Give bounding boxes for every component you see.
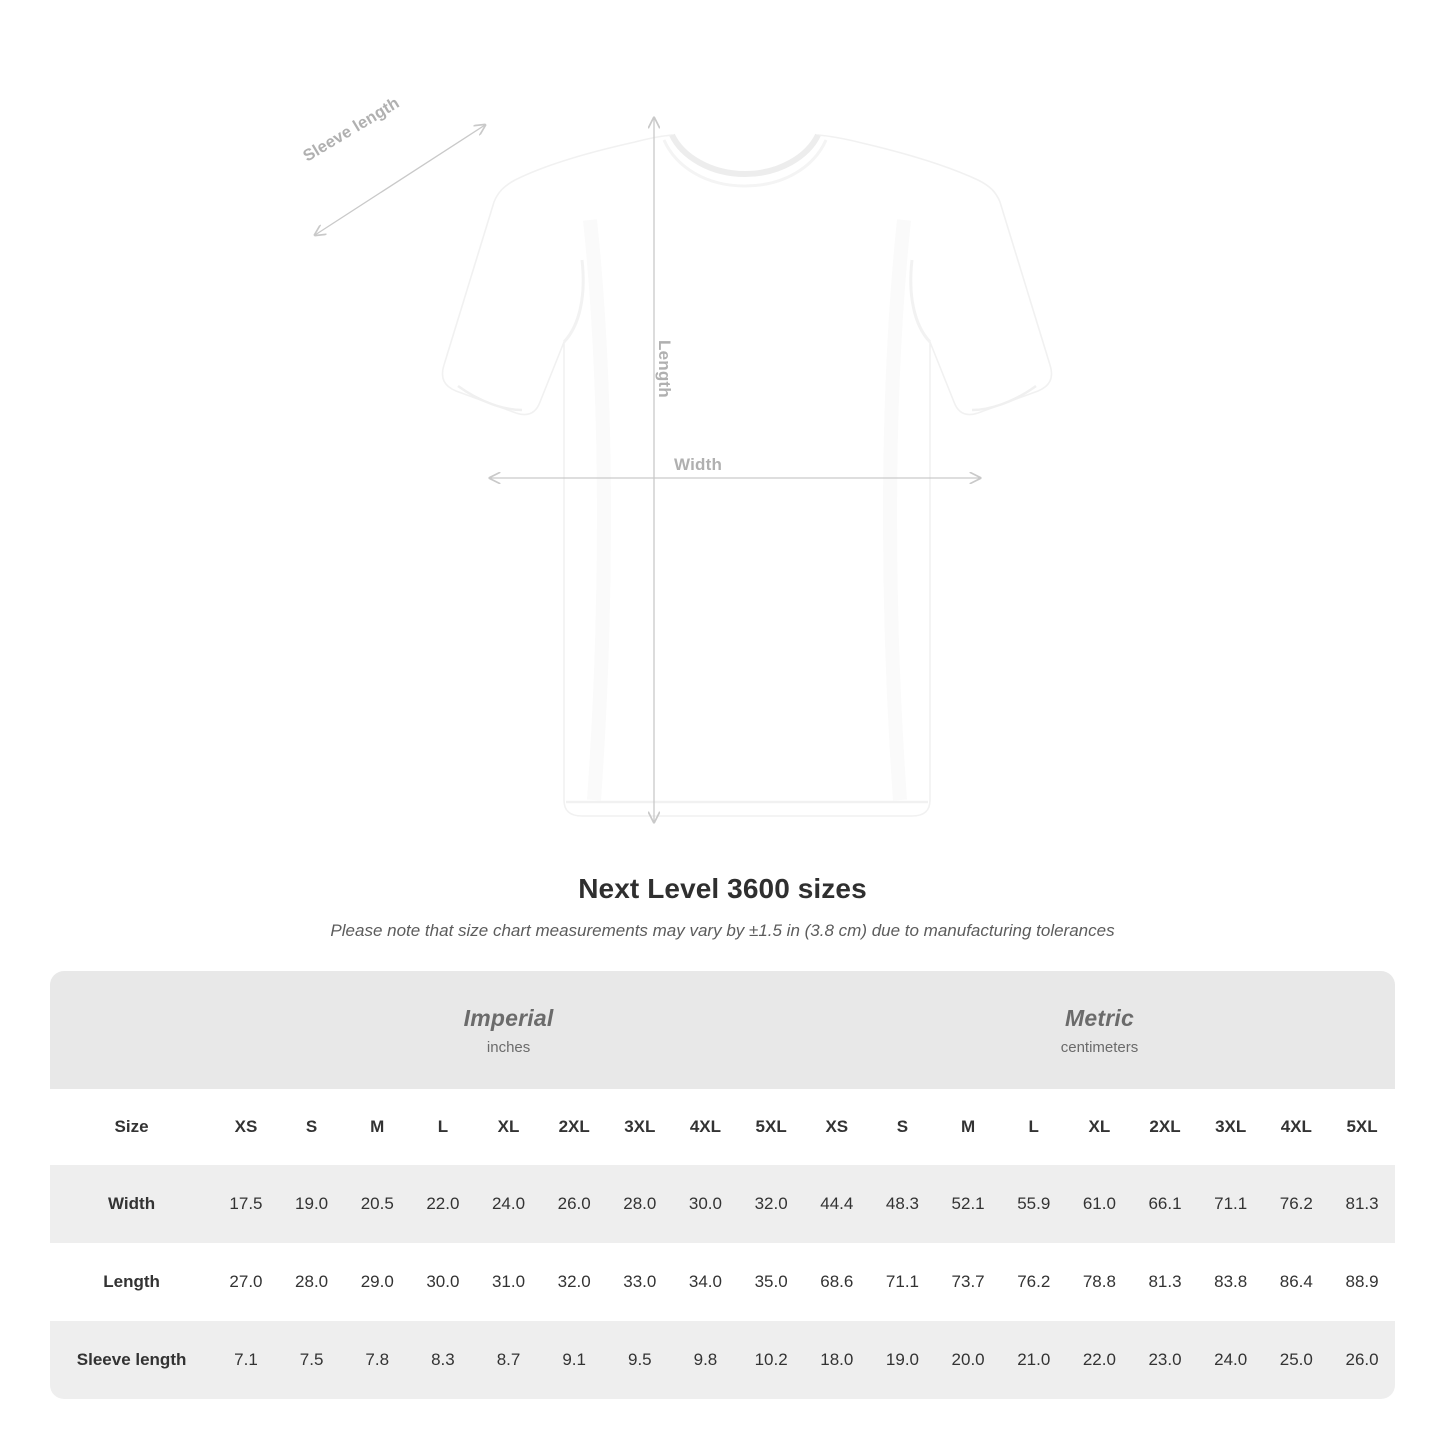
cell-length-0: 27.0	[213, 1243, 279, 1321]
cell-width-3: 22.0	[410, 1165, 476, 1243]
size-header-5xl-metric: 5XL	[1329, 1089, 1395, 1165]
size-header-4xl-imperial: 4XL	[673, 1089, 739, 1165]
cell-sleeve-13: 22.0	[1067, 1321, 1133, 1399]
size-header-row	[50, 1089, 1395, 1165]
size-header-s-imperial: S	[279, 1089, 345, 1165]
size-header-l-imperial: L	[410, 1089, 476, 1165]
metric-sublabel: centimeters	[1060, 1038, 1139, 1056]
size-header-l-metric: L	[1001, 1089, 1067, 1165]
cell-width-9: 44.4	[804, 1165, 870, 1243]
sleeve-length-label: Sleeve length	[300, 93, 403, 166]
cell-width-6: 28.0	[607, 1165, 673, 1243]
unit-spacer	[50, 971, 213, 1089]
cell-length-17: 88.9	[1329, 1243, 1395, 1321]
cell-width-0: 17.5	[213, 1165, 279, 1243]
cell-length-9: 68.6	[804, 1243, 870, 1321]
cell-sleeve-4: 8.7	[476, 1321, 542, 1399]
cell-sleeve-11: 20.0	[935, 1321, 1001, 1399]
imperial-group-header	[213, 971, 804, 1089]
cell-width-5: 26.0	[541, 1165, 607, 1243]
cell-sleeve-12: 21.0	[1001, 1321, 1067, 1399]
size-header-xs-metric: XS	[804, 1089, 870, 1165]
cell-sleeve-14: 23.0	[1132, 1321, 1198, 1399]
cell-width-2: 20.5	[344, 1165, 410, 1243]
title-block	[0, 873, 1445, 941]
row-label-sleeve-length: Sleeve length	[50, 1321, 213, 1399]
cell-sleeve-17: 26.0	[1329, 1321, 1395, 1399]
cell-sleeve-3: 8.3	[410, 1321, 476, 1399]
length-label: Length	[655, 340, 674, 398]
cell-length-16: 86.4	[1263, 1243, 1329, 1321]
cell-sleeve-7: 9.8	[673, 1321, 739, 1399]
size-header-xl-metric: XL	[1067, 1089, 1133, 1165]
cell-length-1: 28.0	[279, 1243, 345, 1321]
shirt-graphic	[290, 110, 1160, 830]
tshirt-shape	[443, 135, 1052, 816]
table-row-length	[50, 1243, 1395, 1321]
cell-length-10: 71.1	[870, 1243, 936, 1321]
cell-width-17: 81.3	[1329, 1165, 1395, 1243]
metric-group-header	[804, 971, 1395, 1089]
row-label-length: Length	[50, 1243, 213, 1321]
size-header-m-metric: M	[935, 1089, 1001, 1165]
size-header-3xl-metric: 3XL	[1198, 1089, 1264, 1165]
cell-sleeve-8: 10.2	[738, 1321, 804, 1399]
cell-length-14: 81.3	[1132, 1243, 1198, 1321]
cell-width-1: 19.0	[279, 1165, 345, 1243]
cell-width-12: 55.9	[1001, 1165, 1067, 1243]
cell-width-4: 24.0	[476, 1165, 542, 1243]
row-label-width: Width	[50, 1165, 213, 1243]
size-header-4xl-metric: 4XL	[1263, 1089, 1329, 1165]
cell-width-16: 76.2	[1263, 1165, 1329, 1243]
tolerance-note: Please note that size chart measurements may vary by ±1.5 in (3.8 cm) due to manufacturing tolerances	[330, 921, 1115, 940]
size-header-m-imperial: M	[344, 1089, 410, 1165]
table-row-sleeve-length	[50, 1321, 1395, 1399]
size-header-5xl-imperial: 5XL	[738, 1089, 804, 1165]
cell-sleeve-16: 25.0	[1263, 1321, 1329, 1399]
cell-sleeve-2: 7.8	[344, 1321, 410, 1399]
cell-width-13: 61.0	[1067, 1165, 1133, 1243]
metric-label: Metric	[1065, 1004, 1134, 1031]
width-label: Width	[674, 455, 723, 474]
cell-length-3: 30.0	[410, 1243, 476, 1321]
cell-length-2: 29.0	[344, 1243, 410, 1321]
cell-length-5: 32.0	[541, 1243, 607, 1321]
size-header-cell: Size	[50, 1089, 213, 1165]
size-chart-table-wrapper	[50, 971, 1395, 1399]
page-title: Next Level 3600 sizes	[578, 873, 867, 904]
size-chart-table	[50, 971, 1395, 1399]
size-header-2xl-metric: 2XL	[1132, 1089, 1198, 1165]
cell-sleeve-15: 24.0	[1198, 1321, 1264, 1399]
cell-length-4: 31.0	[476, 1243, 542, 1321]
cell-length-12: 76.2	[1001, 1243, 1067, 1321]
size-header-3xl-imperial: 3XL	[607, 1089, 673, 1165]
cell-length-6: 33.0	[607, 1243, 673, 1321]
size-header-xl-imperial: XL	[476, 1089, 542, 1165]
cell-sleeve-9: 18.0	[804, 1321, 870, 1399]
cell-sleeve-6: 9.5	[607, 1321, 673, 1399]
imperial-sublabel: inches	[486, 1038, 531, 1056]
cell-length-11: 73.7	[935, 1243, 1001, 1321]
cell-width-10: 48.3	[870, 1165, 936, 1243]
cell-sleeve-0: 7.1	[213, 1321, 279, 1399]
table-row-width	[50, 1165, 1395, 1243]
cell-length-8: 35.0	[738, 1243, 804, 1321]
size-header-s-metric: S	[870, 1089, 936, 1165]
size-header-xs-imperial: XS	[213, 1089, 279, 1165]
cell-sleeve-10: 19.0	[870, 1321, 936, 1399]
cell-length-13: 78.8	[1067, 1243, 1133, 1321]
cell-width-14: 66.1	[1132, 1165, 1198, 1243]
cell-width-15: 71.1	[1198, 1165, 1264, 1243]
cell-sleeve-5: 9.1	[541, 1321, 607, 1399]
cell-width-11: 52.1	[935, 1165, 1001, 1243]
cell-length-7: 34.0	[673, 1243, 739, 1321]
size-header-2xl-imperial: 2XL	[541, 1089, 607, 1165]
imperial-label: Imperial	[463, 1004, 554, 1031]
cell-length-15: 83.8	[1198, 1243, 1264, 1321]
cell-sleeve-1: 7.5	[279, 1321, 345, 1399]
cell-width-8: 32.0	[738, 1165, 804, 1243]
unit-header-row	[50, 971, 1395, 1089]
cell-width-7: 30.0	[673, 1165, 739, 1243]
